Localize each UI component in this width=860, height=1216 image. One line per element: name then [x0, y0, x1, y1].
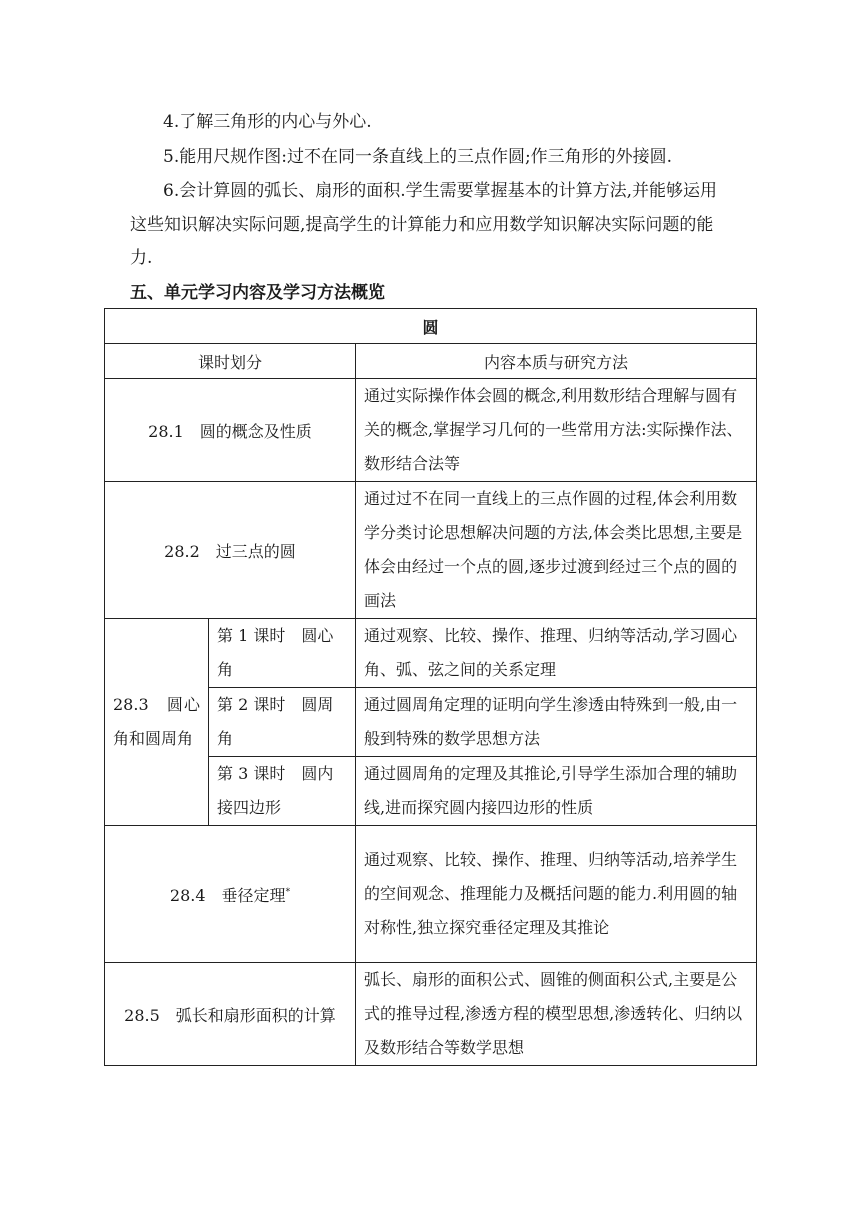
- asterisk-mark: *: [285, 887, 291, 898]
- objective-item-6-line-3: 力.: [130, 248, 153, 268]
- sub-lesson-cell: 第 1 课时 圆心角: [209, 619, 356, 688]
- method-cell: 通过过不在同一直线上的三点作圆的过程,体会利用数学分类讨论思想解决问题的方法,体会类比思想,主要是体会由经过一个点的圆,逐步过渡到经过三个点的圆的画法: [356, 482, 757, 619]
- lesson-cell: 28.2 过三点的圆: [105, 482, 356, 619]
- table-row: [105, 482, 757, 619]
- objective-item-6-line-2: 这些知识解决实际问题,提高学生的计算能力和应用数学知识解决实际问题的能: [130, 215, 714, 235]
- lesson-cell: 28.3 圆心角和圆周角: [105, 619, 209, 826]
- objective-item-5: 5.能用尺规作图:过不在同一条直线上的三点作圆;作三角形的外接圆.: [163, 147, 673, 167]
- sub-lesson-cell: 第 3 课时 圆内接四边形: [209, 757, 356, 826]
- sub-lesson-cell: 第 2 课时 圆周角: [209, 688, 356, 757]
- method-cell: 通过观察、比较、操作、推理、归纳等活动,培养学生的空间观念、推理能力及概括问题的能力.利用圆的轴对称性,独立探究垂径定理及其推论: [356, 826, 757, 963]
- header-lesson: 课时划分: [105, 344, 356, 379]
- table-row: [105, 826, 757, 963]
- table-row: [105, 963, 757, 1066]
- method-cell: 通过圆周角的定理及其推论,引导学生添加合理的辅助线,进而探究圆内接四边形的性质: [356, 757, 757, 826]
- method-cell: 弧长、扇形的面积公式、圆锥的侧面积公式,主要是公式的推导过程,渗透方程的模型思想,渗透转化、归纳以及数形结合等数学思想: [356, 963, 757, 1066]
- lesson-cell: 28.5 弧长和扇形面积的计算: [105, 963, 356, 1066]
- lesson-text: 28.4 垂径定理: [169, 885, 286, 905]
- objective-item-6-line-1: 6.会计算圆的弧长、扇形的面积.学生需要掌握基本的计算方法,并能够运用: [163, 181, 718, 201]
- method-cell: 通过实际操作体会圆的概念,利用数形结合理解与圆有关的概念,掌握学习几何的一些常用方法:实际操作法、数形结合法等: [356, 379, 757, 482]
- section-heading: 五、单元学习内容及学习方法概览: [130, 283, 385, 303]
- objective-item-4: 4.了解三角形的内心与外心.: [163, 112, 372, 132]
- table-row: [105, 619, 757, 688]
- method-cell: 通过圆周角定理的证明向学生渗透由特殊到一般,由一般到特殊的数学思想方法: [356, 688, 757, 757]
- unit-content-table: [104, 308, 757, 1066]
- table-row: [105, 379, 757, 482]
- table-title: 圆: [105, 309, 757, 344]
- lesson-cell: 28.1 圆的概念及性质: [105, 379, 356, 482]
- method-cell: 通过观察、比较、操作、推理、归纳等活动,学习圆心角、弧、弦之间的关系定理: [356, 619, 757, 688]
- header-method: 内容本质与研究方法: [356, 344, 757, 379]
- lesson-cell: [105, 826, 356, 963]
